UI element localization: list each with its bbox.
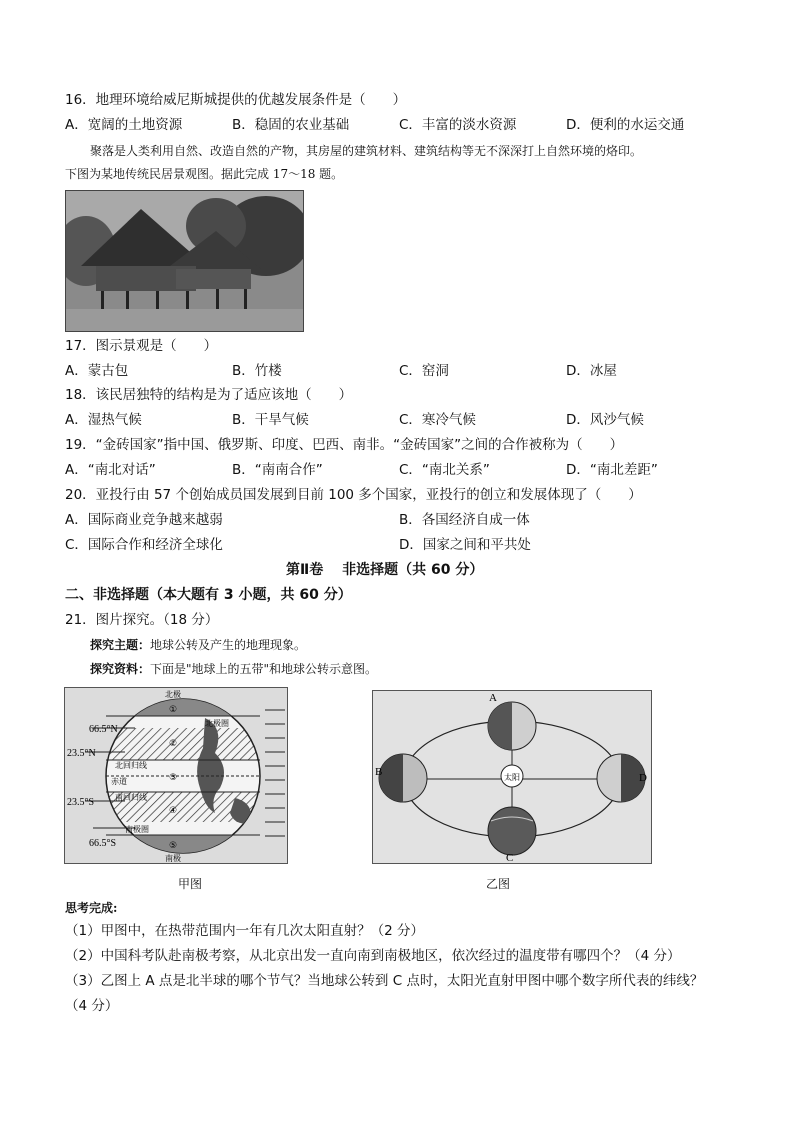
label-tropic-capricorn: 南回归线 bbox=[115, 793, 147, 802]
passage-line-1: 聚落是人类利用自然、改造自然的产物，其房屋的建筑材料、建筑结构等无不深深打上自然环境的烙印。 bbox=[90, 144, 643, 158]
q21-material-label: 探究资料： bbox=[90, 662, 151, 676]
point-c-label: C bbox=[506, 852, 514, 863]
label-arctic-circle: 北极圈 bbox=[205, 719, 229, 728]
q16-stem: 16．地理环境给威尼斯城提供的优越发展条件是（ ） bbox=[65, 92, 407, 108]
figure-a-caption: 甲图 bbox=[178, 877, 203, 891]
figure-b-caption: 乙图 bbox=[486, 877, 511, 891]
part2-title: 第Ⅱ卷 非选择题（共 60 分） bbox=[286, 562, 484, 578]
label-equator: 赤道 bbox=[111, 777, 127, 786]
q19-stem: 19．“金砖国家”指中国、俄罗斯、印度、巴西、南非。“金砖国家”之间的合作被称为（ ） bbox=[65, 437, 624, 453]
q18-option-a: A．湿热气候 bbox=[65, 412, 142, 428]
label-tropic-cancer: 北回归线 bbox=[115, 761, 147, 770]
q19-option-b: B．“南南合作” bbox=[232, 462, 323, 478]
q21-question-2: （2）中国科考队赴南极考察，从北京出发一直向南到南极地区，依次经过的温度带有哪四个？（4 分） bbox=[65, 948, 681, 964]
q21-question-3: （3）乙图上 A 点是北半球的哪个节气？当地球公转到 C 点时，太阳光直射甲图中哪个数字所代表的纬线？ bbox=[65, 973, 704, 989]
revolution-figure bbox=[372, 690, 652, 864]
q17-option-a: A．蒙古包 bbox=[65, 363, 129, 379]
q17-option-c: C．窑洞 bbox=[399, 363, 449, 379]
q19-option-a: A．“南北对话” bbox=[65, 462, 156, 478]
point-b-label: B bbox=[375, 766, 383, 778]
q21-topic bbox=[90, 636, 306, 654]
zone-number-3: ③ bbox=[169, 773, 178, 783]
stilt-house-photo bbox=[65, 190, 304, 332]
q18-option-c: C．寒冷气候 bbox=[399, 412, 476, 428]
q21-material-text: 下面是"地球上的五带"和地球公转示意图。 bbox=[150, 662, 378, 676]
five-zones-figure bbox=[64, 687, 288, 864]
q17-option-d: D．冰屋 bbox=[566, 363, 617, 379]
q18-option-d: D．风沙气候 bbox=[566, 412, 644, 428]
q21-question-3-score: （4 分） bbox=[65, 998, 119, 1014]
zone-number-2: ② bbox=[169, 739, 178, 749]
q21-topic-text: 地球公转及产生的地理现象。 bbox=[150, 638, 307, 652]
q20-stem: 20．亚投行由 57 个创始成员国发展到目前 100 多个国家，亚投行的创立和发展体现了（ ） bbox=[65, 487, 642, 503]
q20-option-a: A．国际商业竞争越来越弱 bbox=[65, 512, 223, 528]
lat-label-66n: 66.5°N bbox=[89, 724, 118, 735]
part2-section-heading: 二、非选择题（本大题有 3 小题，共 60 分） bbox=[65, 587, 352, 603]
q18-stem: 18．该民居独特的结构是为了适应该地（ ） bbox=[65, 387, 353, 403]
stilt-house-image bbox=[66, 191, 303, 331]
q18-option-b: B．干旱气候 bbox=[232, 412, 309, 428]
passage-line-2: 下图为某地传统民居景观图。据此完成 17～18 题。 bbox=[65, 167, 344, 181]
q20-option-d: D．国家之间和平共处 bbox=[399, 537, 531, 553]
point-d-label: D bbox=[639, 772, 647, 784]
zone-number-4: ④ bbox=[169, 806, 178, 816]
q16-option-c: C．丰富的淡水资源 bbox=[399, 117, 517, 133]
lat-label-23s: 23.5°S bbox=[67, 797, 95, 808]
q20-option-b: B．各国经济自成一体 bbox=[399, 512, 530, 528]
label-north-pole: 北极 bbox=[165, 690, 181, 699]
q19-option-d: D．“南北差距” bbox=[566, 462, 658, 478]
q21-topic-label: 探究主题： bbox=[90, 638, 151, 652]
label-south-pole: 南极 bbox=[165, 854, 181, 863]
q21-question-1: （1）甲图中，在热带范围内一年有几次太阳直射？（2 分） bbox=[65, 923, 424, 939]
revolution-diagram bbox=[373, 691, 651, 863]
q17-stem: 17．图示景观是（ ） bbox=[65, 338, 218, 354]
q19-option-c: C．“南北关系” bbox=[399, 462, 490, 478]
q21-stem: 21．图片探究。（18 分） bbox=[65, 612, 219, 628]
q20-option-c: C．国际合作和经济全球化 bbox=[65, 537, 223, 553]
q21-material bbox=[90, 660, 377, 678]
q17-option-b: B．竹楼 bbox=[232, 363, 282, 379]
think-label: 思考完成: bbox=[65, 901, 118, 915]
q16-option-b: B．稳固的农业基础 bbox=[232, 117, 350, 133]
label-antarctic-circle: 南极圈 bbox=[125, 825, 149, 834]
point-a-label: A bbox=[489, 692, 497, 704]
zone-number-5: ⑤ bbox=[169, 841, 178, 851]
lat-label-23n: 23.5°N bbox=[67, 748, 96, 759]
q16-option-a: A．宽阔的土地资源 bbox=[65, 117, 183, 133]
five-zones-diagram bbox=[65, 688, 287, 863]
lat-label-66s: 66.5°S bbox=[89, 838, 117, 849]
q16-option-d: D．便利的水运交通 bbox=[566, 117, 685, 133]
sun-label: 太阳 bbox=[504, 773, 520, 782]
zone-number-1: ① bbox=[169, 705, 178, 715]
